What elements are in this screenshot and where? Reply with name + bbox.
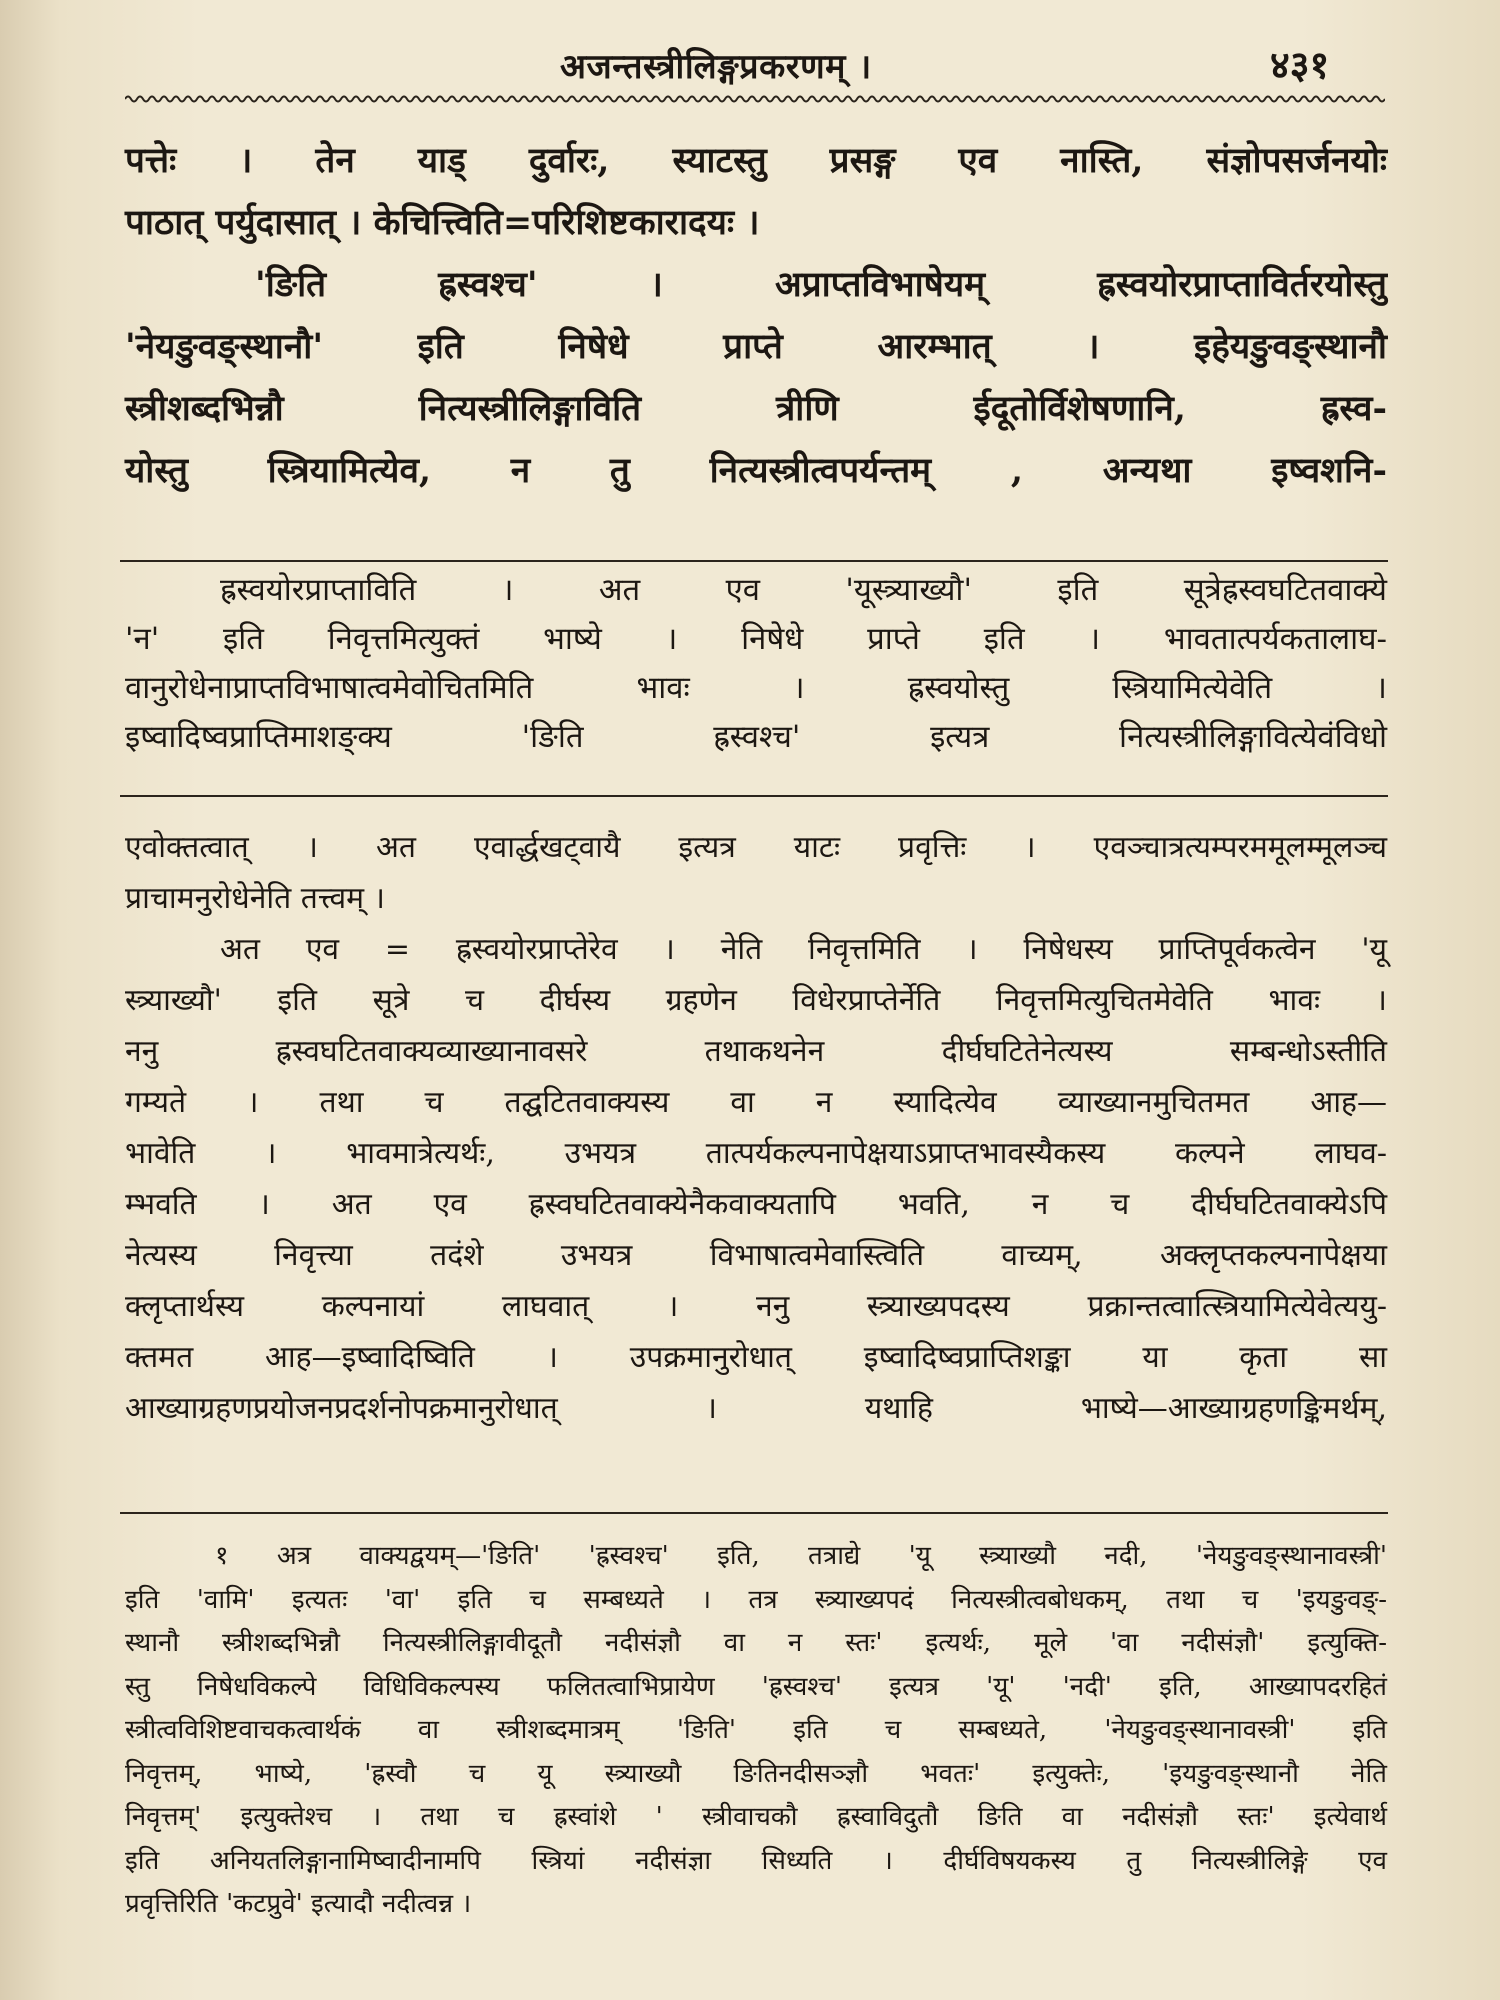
main-line: योस्तु स्त्रियामित्येव, न तु नित्यस्त्रीत्वपर्यन्तम् , अन्यथा इष्वशनि- — [125, 450, 1387, 491]
commentary-line: भावेति । भावमात्रेत्यर्थः, उभयत्र तात्पर्यकल्पनापेक्षयाऽप्राप्तभावस्यैकस्य कल्पने लाघव- — [125, 1136, 1387, 1171]
section-rule — [120, 795, 1388, 797]
commentary-line: आख्याग्रहणप्रयोजनप्रदर्शनोपक्रमानुरोधात् । यथाहि भाष्ये—आख्याग्रहणङ्किमर्थम्, — [125, 1391, 1387, 1426]
running-title: अजन्तस्त्रीलिङ्गप्रकरणम् । — [560, 47, 872, 87]
commentary-line: एवोक्तत्वात् । अत एवार्द्धखट्वायै इत्यत्र याटः प्रवृत्तिः । एवञ्चात्रत्यम्परममूलम्मूलञ्च — [125, 830, 1387, 865]
commentary-line: प्राचामनुरोधेनेति तत्त्वम् । — [125, 881, 386, 916]
commentary-line: क्तमत आह—इष्वादिष्विति । उपक्रमानुरोधात् इष्वादिष्वप्राप्तिशङ्का या कृता सा — [125, 1340, 1387, 1375]
main-line: पत्तेः । तेन याड् दुर्वारः, स्याटस्तु प्रसङ्ग एव नास्ति, संज्ञोपसर्जनयोः — [125, 140, 1387, 181]
commentary-line: अत एव = ह्रस्वयोरप्राप्तेरेव । नेति निवृत्तमिति । निषेधस्य प्राप्तिपूर्वकत्वेन 'यू — [220, 932, 1387, 967]
commentary-line: वानुरोधेनाप्राप्तविभाषात्वमेवोचितमिति भावः । ह्रस्वयोस्तु स्त्रियामित्येवेति । — [125, 670, 1387, 706]
commentary-line: क्लृप्तार्थस्य कल्पनायां लाघवात् । ननु स्त्र्याख्यपदस्य प्रक्रान्तत्वात्स्त्रियामित्येवेत्ययु- — [125, 1289, 1387, 1324]
main-text — [125, 130, 1387, 502]
main-line: 'नेयङुवङ्स्थानौ' इति निषेधे प्राप्ते आरम्भात् । इहेयङुवङ्स्थानौ — [125, 326, 1387, 367]
footnote-line: इति अनियतलिङ्गानामिष्वादीनामपि स्त्रियां नदीसंज्ञा सिध्यति । दीर्घविषयकस्य तु नित्यस्त्रीलिङ्गे एव — [125, 1845, 1387, 1876]
wavy-header-rule — [125, 92, 1385, 106]
footnote-line: १ अत्र वाक्यद्वयम्—'ङिति' 'ह्रस्वश्च' इति, तत्राद्ये 'यू स्त्र्याख्यौ नदी, 'नेयङुवङ्स्थानावस्त्री' — [215, 1541, 1387, 1571]
footnote-rule — [120, 1512, 1388, 1514]
main-line: स्त्रीशब्दभिन्नौ नित्यस्त्रीलिङ्गाविति त्रीणि ईदूतोर्विशेषणानि, ह्रस्व- — [125, 388, 1387, 429]
footnote-line: इति 'वामि' इत्यतः 'वा' इति च सम्बध्यते । तत्र स्त्र्याख्यपदं नित्यस्त्रीत्वबोधकम्, तथा च 'इयङुवङ्- — [125, 1584, 1387, 1615]
commentary-line: ह्रस्वयोरप्राप्ताविति । अत एव 'यूस्त्र्याख्यौ' इति सूत्रेह्रस्वघटितवाक्ये — [220, 572, 1387, 608]
commentary-line: 'न' इति निवृत्तमित्युक्तं भाष्ये । निषेधे प्राप्ते इति । भावतात्पर्यकतालाघ- — [125, 621, 1387, 657]
page-header — [0, 34, 1500, 94]
commentary-second — [125, 822, 1387, 1434]
commentary-first — [125, 566, 1387, 762]
footnote-line: प्रवृत्तिरिति 'कटप्रुवे' इत्यादौ नदीत्वन्न । — [125, 1889, 472, 1919]
commentary-line: स्त्र्याख्यौ' इति सूत्रे च दीर्घस्य ग्रहणेन विधेरप्राप्तेर्नेति निवृत्तमित्युचितमेवेति भावः । — [125, 983, 1387, 1018]
footnote-line: निवृत्तम्' इत्युक्तेश्च । तथा च ह्रस्वांशे ' स्त्रीवाचकौ ह्रस्वाविदुतौ ङिति वा नदीसंज्ञौ स्तः' इत्येवार्थ — [125, 1802, 1387, 1832]
section-rule — [120, 560, 1388, 562]
footnote — [125, 1535, 1387, 1927]
footnote-line: स्थानौ स्त्रीशब्दभिन्नौ नित्यस्त्रीलिङ्गावीदूतौ नदीसंज्ञौ वा न स्तः' इत्यर्थः, मूले 'वा नदीसंज्ञौ' इत्युक्ति- — [125, 1628, 1387, 1658]
commentary-line: इष्वादिष्वप्राप्तिमाशङ्क्य 'ङिति ह्रस्वश्च' इत्यत्र नित्यस्त्रीलिङ्गावित्येवंविधो — [125, 719, 1387, 755]
commentary-line: म्भवति । अत एव ह्रस्वघटितवाक्येनैकवाक्यतापि भवति, न च दीर्घघटितवाक्येऽपि — [125, 1187, 1387, 1222]
commentary-line: ननु ह्रस्वघटितवाक्यव्याख्यानावसरे तथाकथनेन दीर्घघटितेनेत्यस्य सम्बन्धोऽस्तीति — [125, 1034, 1387, 1069]
commentary-line: नेत्यस्य निवृत्त्या तदंशे उभयत्र विभाषात्वमेवास्त्विति वाच्यम्, अक्लृप्तकल्पनापेक्षया — [125, 1238, 1387, 1273]
footnote-line: निवृत्तम्, भाष्ये, 'ह्रस्वौ च यू स्त्र्याख्यौ ङितिनदीसञ्ज्ञौ भवतः' इत्युक्तेः, 'इयङुवङ्स्थानौ नेति — [125, 1758, 1387, 1789]
footnote-line: स्त्रीत्वविशिष्टवाचकत्वार्थकं वा स्त्रीशब्दमात्रम् 'ङिति' इति च सम्बध्यते, 'नेयङुवङ्स्थानावस्त्री' इति — [125, 1715, 1387, 1745]
main-line: 'ङिति ह्रस्वश्च' । अप्राप्तविभाषेयम् ह्रस्वयोरप्राप्ताविर्तरयोस्तु — [255, 264, 1387, 305]
main-line: पाठात् पर्युदासात् । केचित्त्विति=परिशिष्टकारादयः । — [125, 202, 760, 243]
footnote-line: स्तु निषेधविकल्पे विधिविकल्पस्य फलितत्वाभिप्रायेण 'ह्रस्वश्च' इत्यत्र 'यू' 'नदी' इति, आख्यापदरहितं — [125, 1671, 1387, 1702]
page-number: ४३१ — [1270, 42, 1330, 87]
commentary-line: गम्यते । तथा च तद्घटितवाक्यस्य वा न स्यादित्येव व्याख्यानमुचितमत आह— — [125, 1085, 1387, 1120]
